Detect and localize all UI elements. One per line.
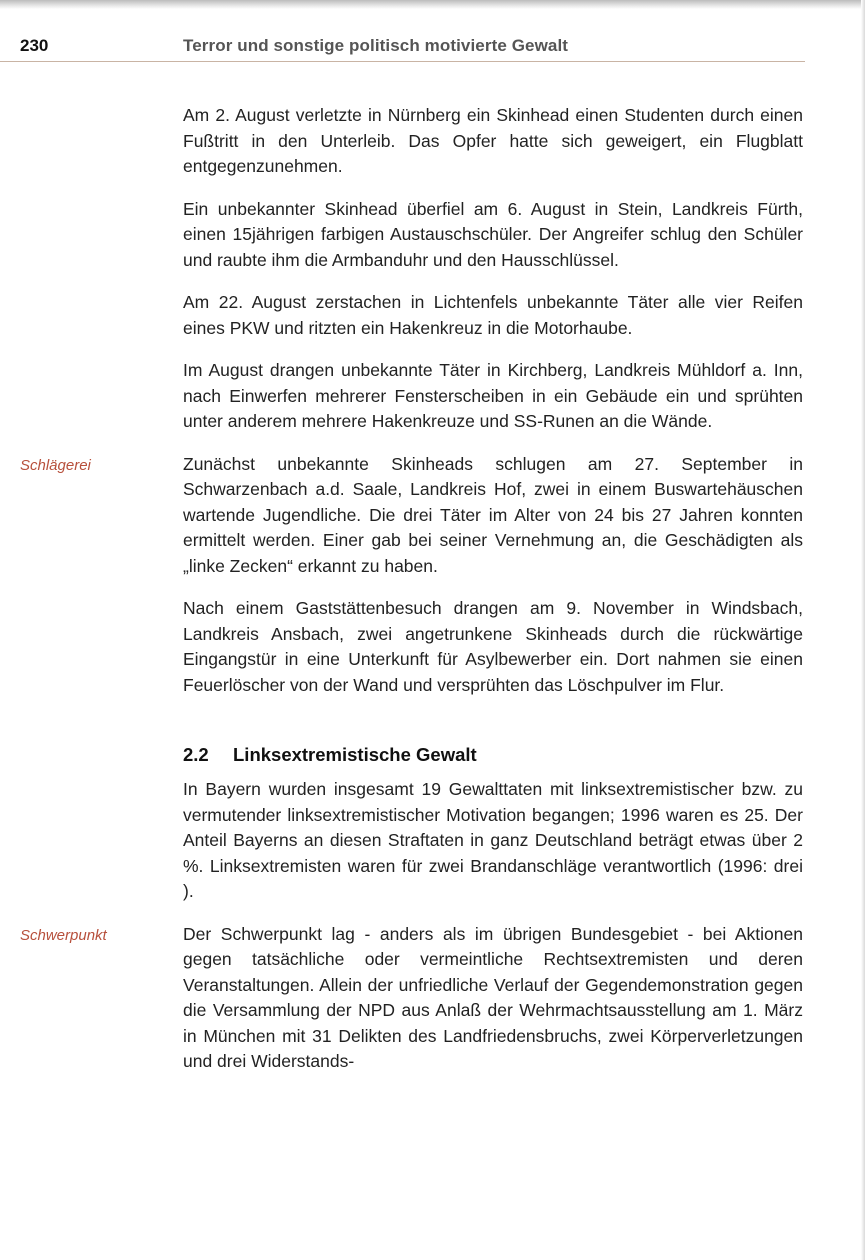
header-rule — [0, 61, 805, 62]
margin-note: Schlägerei — [20, 456, 91, 474]
body-text — [20, 103, 803, 1092]
paragraph — [183, 290, 803, 341]
paragraph — [20, 922, 803, 1075]
running-head: Terror und sonstige politisch motivierte Gewalt — [183, 36, 569, 55]
section-title: Linksextremistische Gewalt — [233, 744, 477, 765]
page-number: 230 — [20, 36, 49, 55]
paragraph-text: Zunächst unbekannte Skinheads schlugen am 27. September in Schwarzenbach a.d. Saale, Landkreis Hof, zwei in einem Buswartehäuschen wartende Jugendliche. Die drei Täter im Alter von 24 bis 27 Jahren konnten ermittelt werden. Einer gab bei seiner Vernehmung an, die Geschädigten als „linke Zecken“ erkannt zu haben. — [183, 453, 803, 576]
paragraph-text: Ein unbekannter Skinhead überfiel am 6. August in Stein, Landkreis Fürth, einen 15jährigen farbigen Austauschschüler. Der Angreifer schlug den Schüler und raubte ihm die Armbanduhr und den Hausschlüssel. — [183, 198, 803, 270]
paragraph-text: Im August drangen unbekannte Täter in Kirchberg, Landkreis Mühldorf a. Inn, nach Einwerfen mehrerer Fensterscheiben in ein Gebäude ein und sprühten unter anderem mehrere Hakenkreuze und SS-Runen an die Wände. — [183, 360, 803, 431]
paragraph-text: In Bayern wurden insgesamt 19 Gewalttaten mit linksextremistischer bzw. zu vermutender linksextremistischer Motivation begangen; 1996 waren es 25. Der Anteil Bayerns an diesen Straftaten in ganz Deutschland beträgt etwas über 2 %. Linksextremisten waren für zwei Brandanschläge verantwortlich (1996: drei ). — [183, 779, 803, 901]
page-header — [0, 30, 805, 62]
paragraph-text: Am 2. August verletzte in Nürnberg ein Skinhead einen Studenten durch einen Fußtritt in den Unterleib. Das Opfer hatte sich geweigert, ein Flugblatt entgegenzunehmen. — [183, 105, 803, 176]
paragraph-text: Nach einem Gaststättenbesuch drangen am 9. November in Windsbach, Landkreis Ansbach, zwei angetrunkene Skinheads durch die rückwärtige Eingangstür in eine Unterkunft für Asylbewerber ein. Dort nahmen sie einen Feuerlöscher von der Wand und versprühten das Löschpulver im Flur. — [183, 598, 803, 695]
paragraph — [183, 596, 803, 698]
paragraph — [183, 358, 803, 435]
paragraph — [183, 777, 803, 905]
section-number: 2.2 — [183, 744, 209, 765]
margin-note: Schwerpunkt — [20, 926, 107, 944]
paragraph-text: Der Schwerpunkt lag - anders als im übrigen Bundesgebiet - bei Aktionen gegen tatsächliche oder vermeintliche Rechtsextremisten und deren Veranstaltungen. Allein der unfriedliche Verlauf der Gegendemonstration gegen die Versammlung der NPD aus Anlaß der Wehrmachtsausstellung am 1. März in München mit 31 Delikten des Landfriedensbruchs, zwei Körperverletzungen und drei Widerstands- — [183, 923, 803, 1071]
paragraph-text: Am 22. August zerstachen in Lichtenfels unbekannte Täter alle vier Reifen eines PKW und ritzten ein Hakenkreuz in die Motorhaube. — [183, 292, 803, 338]
paragraph — [183, 103, 803, 180]
section-heading — [183, 742, 803, 768]
paragraph — [20, 452, 803, 580]
scan-top-shadow — [0, 0, 865, 9]
scan-right-edge — [861, 0, 865, 1260]
paragraph — [183, 197, 803, 274]
